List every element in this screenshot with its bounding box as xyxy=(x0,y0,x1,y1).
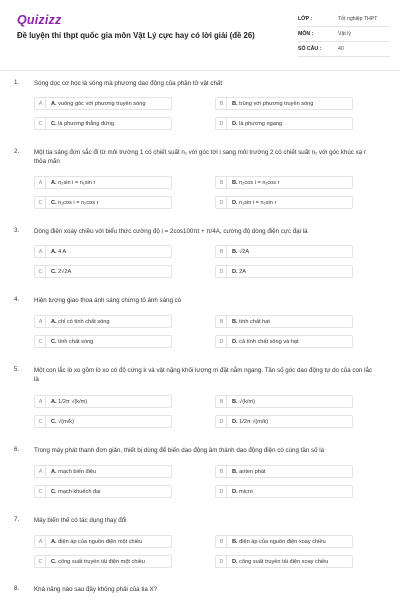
option-letter: D xyxy=(217,486,227,497)
worksheet-header xyxy=(0,0,400,66)
option-a[interactable]: A A. n₂sin i = n₁sin r xyxy=(34,176,172,189)
meta-row-class xyxy=(298,12,390,27)
question-number: 1. xyxy=(14,79,20,86)
option-d[interactable]: D D. n₁sin i = n₂sin r xyxy=(215,196,353,209)
option-a[interactable]: A A. 4 A xyxy=(34,245,172,258)
question-text: Một tia sáng đơn sắc đi từ môi trường 1 có chiết suất n₁ với góc tới i sang môi trường 2 có chiết suất n₁ với góc khúc xạ r thỏa mãn xyxy=(34,149,366,165)
meta-table xyxy=(298,12,390,57)
option-a[interactable]: A A. mạch biến điệu xyxy=(34,465,172,478)
option-c[interactable]: C C. tính chất sóng xyxy=(34,335,172,348)
option-b[interactable]: B B. tính chất hạt xyxy=(215,315,353,328)
option-letter: B xyxy=(217,246,227,257)
option-letter: A xyxy=(36,98,46,109)
question-text: Trong máy phát thanh đơn giản, thiết bị dùng để biến dao động âm thành dao động điện có cùng tần số là xyxy=(34,447,325,454)
option-b[interactable]: B B. n₂cos i = n₁cos r xyxy=(215,176,353,189)
question-number: 7. xyxy=(14,516,20,523)
worksheet-title: Đề luyện thi thpt quốc gia môn Vật Lý cực hay có lời giải (đề 26) xyxy=(17,31,255,40)
option-letter: D xyxy=(217,118,227,129)
option-letter: A xyxy=(36,466,46,477)
option-c[interactable]: C C. là phương thẳng đứng xyxy=(34,117,172,130)
option-c[interactable]: C C. n₁cos i = n₂cos r xyxy=(34,196,172,209)
option-b[interactable]: B B. anten phát xyxy=(215,465,353,478)
option-a[interactable]: A A. vuông góc với phương truyền sóng xyxy=(34,97,172,110)
meta-row-subject xyxy=(298,27,390,42)
option-a[interactable]: A A. điện áp của nguồn điện một chiều xyxy=(34,535,172,548)
option-letter: C xyxy=(36,556,46,567)
question-number: 3. xyxy=(14,227,20,234)
question-text: Sóng dọc cơ học là sóng mà phương dao động của phần tử vật chất xyxy=(34,80,223,87)
option-letter: D xyxy=(217,266,227,277)
option-letter: A xyxy=(36,316,46,327)
option-letter: C xyxy=(36,266,46,277)
option-letter: A xyxy=(36,177,46,188)
option-letter: B xyxy=(217,316,227,327)
option-letter: A xyxy=(36,536,46,547)
meta-row-count xyxy=(298,42,390,57)
question-number: 5. xyxy=(14,366,20,373)
question-number: 2. xyxy=(14,148,20,155)
option-letter: D xyxy=(217,416,227,427)
option-letter: C xyxy=(36,197,46,208)
question-text: Dòng điện xoay chiều với biểu thức cường độ i = 2cos100πt + π/4A, cường độ dòng điện cực đại là xyxy=(34,228,308,235)
option-d[interactable]: D D. công suất truyền tải điện xoay chiều xyxy=(215,555,353,568)
option-letter: A xyxy=(36,396,46,407)
meta-value: 40 xyxy=(338,46,344,52)
meta-value: Vật lý xyxy=(338,31,351,37)
meta-key: MÔN : xyxy=(298,31,314,37)
option-b[interactable]: B B. trùng với phương truyền sóng xyxy=(215,97,353,110)
option-letter: C xyxy=(36,416,46,427)
question-number: 8. xyxy=(14,585,20,592)
meta-key: LỚP : xyxy=(298,16,313,22)
option-b[interactable]: B B. √2A xyxy=(215,245,353,258)
option-b[interactable]: B B. √(k/m) xyxy=(215,395,353,408)
option-letter: C xyxy=(36,336,46,347)
option-letter: B xyxy=(217,466,227,477)
option-c[interactable]: C C. √(m/k) xyxy=(34,415,172,428)
option-letter: A xyxy=(36,246,46,257)
meta-value: Tốt nghiệp THPT xyxy=(338,16,378,22)
option-c[interactable]: C C. 2√2A xyxy=(34,265,172,278)
question-text: Máy biến thế có tác dụng thay đổi xyxy=(34,517,127,524)
question-text: Một con lắc lò xo gồm lò xo có độ cứng k và vật nặng khối lượng m đặt nằm ngang. Tần số góc dao động tự do của con lắc là xyxy=(34,367,372,383)
option-d[interactable]: D D. micro xyxy=(215,485,353,498)
option-letter: B xyxy=(217,536,227,547)
option-a[interactable]: A A. chỉ có tính chất sóng xyxy=(34,315,172,328)
option-d[interactable]: D D. 2A xyxy=(215,265,353,278)
option-d[interactable]: D D. 1/2π √(m/k) xyxy=(215,415,353,428)
header-divider xyxy=(0,70,400,71)
option-b[interactable]: B B. điện áp của nguồn điện xoay chiều xyxy=(215,535,353,548)
option-letter: D xyxy=(217,556,227,567)
option-d[interactable]: D D. là phương ngang xyxy=(215,117,353,130)
option-a[interactable]: A A. 1/2π √(k/m) xyxy=(34,395,172,408)
option-d[interactable]: D D. cả tính chất sóng và hạt xyxy=(215,335,353,348)
option-letter: D xyxy=(217,197,227,208)
question-number: 6. xyxy=(14,446,20,453)
option-c[interactable]: C C. công suất truyền tải điện một chiều xyxy=(34,555,172,568)
question-number: 4. xyxy=(14,296,20,303)
question-text: Hiện tượng giao thoa ánh sáng chứng tỏ ánh sáng có xyxy=(34,297,182,304)
option-letter: B xyxy=(217,396,227,407)
meta-key: SỐ CÂU : xyxy=(298,46,322,52)
option-c[interactable]: C C. mạch khuếch đại xyxy=(34,485,172,498)
option-letter: C xyxy=(36,486,46,497)
option-letter: B xyxy=(217,177,227,188)
option-letter: C xyxy=(36,118,46,129)
quizizz-logo: Quizizz xyxy=(17,13,62,27)
question-text: Khả năng nào sau đây không phải của tia X? xyxy=(34,586,158,593)
option-letter: B xyxy=(217,98,227,109)
option-letter: D xyxy=(217,336,227,347)
